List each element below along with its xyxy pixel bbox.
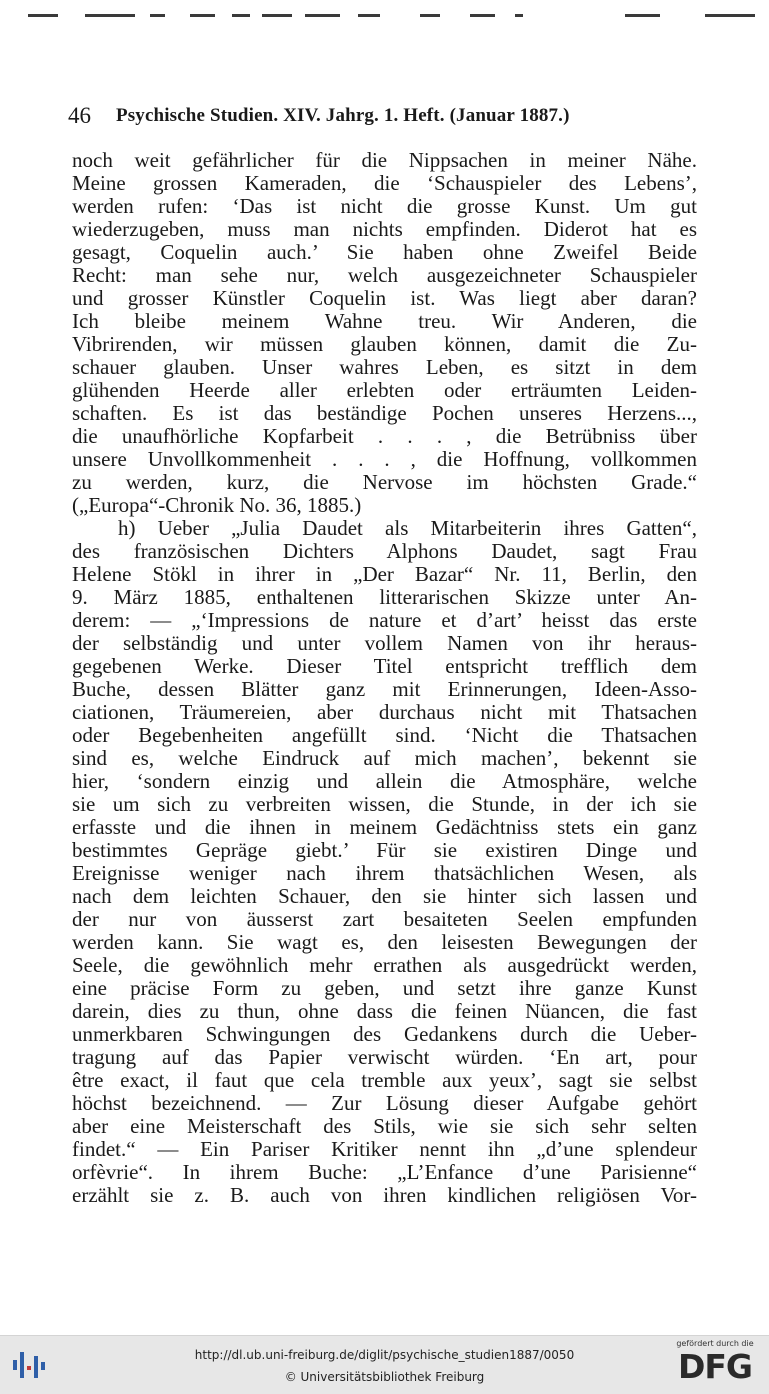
permalink-url[interactable]: http://dl.ub.uni-freiburg.de/diglit/psychische_studien1887/0050 bbox=[194, 1348, 575, 1362]
text-line: die unaufhörliche Kopfarbeit . . . , die Betrübniss über bbox=[72, 425, 697, 448]
text-line: findet.“ — Ein Pariser Kritiker nennt ihn „d’une splendeur bbox=[72, 1138, 697, 1161]
text-line: des französischen Dichters Alphons Daudet, sagt Frau bbox=[72, 540, 697, 563]
text-line: schauer glauben. Unser wahres Leben, es sitzt in dem bbox=[72, 356, 697, 379]
text-line: Ich bleibe meinem Wahne treu. Wir Anderen, die bbox=[72, 310, 697, 333]
text-line: noch weit gefährlicher für die Nippsachen in meiner Nähe. bbox=[72, 149, 697, 172]
text-line: Vibrirenden, wir müssen glauben können, damit die Zu- bbox=[72, 333, 697, 356]
text-line: bestimmtes Gepräge giebt.’ Für sie existiren Dinge und bbox=[72, 839, 697, 862]
copyright-notice: © Universitätsbibliothek Freiburg bbox=[284, 1370, 485, 1384]
text-line: Seele, die gewöhnlich mehr errathen als ausgedrückt werden, bbox=[72, 954, 697, 977]
text-line: schaften. Es ist das beständige Pochen unseres Herzens..., bbox=[72, 402, 697, 425]
running-title: Psychische Studien. XIV. Jahrg. 1. Heft. (Januar 1887.) bbox=[116, 105, 570, 126]
text-line: Buche, dessen Blätter ganz mit Erinnerungen, Ideen-Asso- bbox=[72, 678, 697, 701]
dfg-logo bbox=[669, 1339, 761, 1391]
text-line: hier, ‘sondern einzig und allein die Atmosphäre, welche bbox=[72, 770, 697, 793]
text-line: zu werden, kurz, die Nervose im höchsten Grade.“ bbox=[72, 471, 697, 494]
text-line: nach dem leichten Schauer, den sie hinter sich lassen und bbox=[72, 885, 697, 908]
text-line: darein, dies zu thun, ohne dass die feinen Nüancen, die fast bbox=[72, 1000, 697, 1023]
text-line: oder Begebenheiten angefüllt sind. ‘Nicht die Thatsachen bbox=[72, 724, 697, 747]
text-line: der nur von äusserst zart besaiteten Seelen empfunden bbox=[72, 908, 697, 931]
text-line: Helene Stökl in ihrer in „Der Bazar“ Nr. 11, Berlin, den bbox=[72, 563, 697, 586]
text-line: unmerkbaren Schwingungen des Gedankens durch die Ueber- bbox=[72, 1023, 697, 1046]
text-line: wiederzugeben, muss man nichts empfinden. Diderot hat es bbox=[72, 218, 697, 241]
running-header bbox=[68, 100, 708, 130]
text-line: aber eine Meisterschaft des Stils, wie sie sich sehr selten bbox=[72, 1115, 697, 1138]
text-line: être exact, il faut que cela tremble aux yeux’, sagt sie selbst bbox=[72, 1069, 697, 1092]
text-line: erzählt sie z. B. auch von ihren kindlichen religiösen Vor- bbox=[72, 1184, 697, 1207]
body-text bbox=[72, 149, 697, 1207]
text-line: ciationen, Träumereien, aber durchaus nicht mit Thatsachen bbox=[72, 701, 697, 724]
text-line: tragung auf das Papier verwischt würden. ‘En art, pour bbox=[72, 1046, 697, 1069]
scan-top-edge bbox=[0, 0, 769, 30]
text-line: werden rufen: ‘Das ist nicht die grosse Kunst. Um gut bbox=[72, 195, 697, 218]
text-line: h) Ueber „Julia Daudet als Mitarbeiterin ihres Gatten“, bbox=[118, 517, 697, 540]
page-number: 46 bbox=[68, 103, 91, 128]
text-line: Ereignisse weniger nach ihrem thatsächlichen Wesen, als bbox=[72, 862, 697, 885]
viewer-footer bbox=[0, 1335, 769, 1394]
text-line: sind es, welche Eindruck auf mich machen’, bekennt sie bbox=[72, 747, 697, 770]
text-line: werden kann. Sie wagt es, den leisesten Bewegungen der bbox=[72, 931, 697, 954]
text-line: unsere Unvollkommenheit . . . , die Hoffnung, vollkommen bbox=[72, 448, 697, 471]
text-line: erfasste und die ihnen in meinem Gedächtniss stets ein ganz bbox=[72, 816, 697, 839]
text-line: derem: — „‘Impressions de nature et d’art’ heisst das erste bbox=[72, 609, 697, 632]
text-line: Meine grossen Kameraden, die ‘Schauspieler des Lebens’, bbox=[72, 172, 697, 195]
text-line: orfèvrie“. In ihrem Buche: „L’Enfance d’une Parisienne“ bbox=[72, 1161, 697, 1184]
dfg-caption: gefördert durch die bbox=[676, 1339, 754, 1348]
text-line: eine präcise Form zu geben, und setzt ihre ganze Kunst bbox=[72, 977, 697, 1000]
dfg-mark: DFG bbox=[677, 1347, 753, 1386]
text-line: höchst bezeichnend. — Zur Lösung dieser Aufgabe gehört bbox=[72, 1092, 697, 1115]
text-line: der selbständig und unter vollem Namen von ihr heraus- bbox=[72, 632, 697, 655]
text-line: 9. März 1885, enthaltenen litterarischen Skizze unter An- bbox=[72, 586, 697, 609]
text-line: Recht: man sehe nur, welch ausgezeichneter Schauspieler bbox=[72, 264, 697, 287]
text-line: gegebenen Werke. Dieser Titel entspricht trefflich dem bbox=[72, 655, 697, 678]
text-line: und grosser Künstler Coquelin ist. Was liegt aber daran? bbox=[72, 287, 697, 310]
text-line: gesagt, Coquelin auch.’ Sie haben ohne Zweifel Beide bbox=[72, 241, 697, 264]
text-line: sie um sich zu verbreiten wissen, die Stunde, in der ich sie bbox=[72, 793, 697, 816]
text-line: glühenden Heerde aller erlebten oder erträumten Leiden- bbox=[72, 379, 697, 402]
text-line: („Europa“-Chronik No. 36, 1885.) bbox=[72, 494, 362, 517]
